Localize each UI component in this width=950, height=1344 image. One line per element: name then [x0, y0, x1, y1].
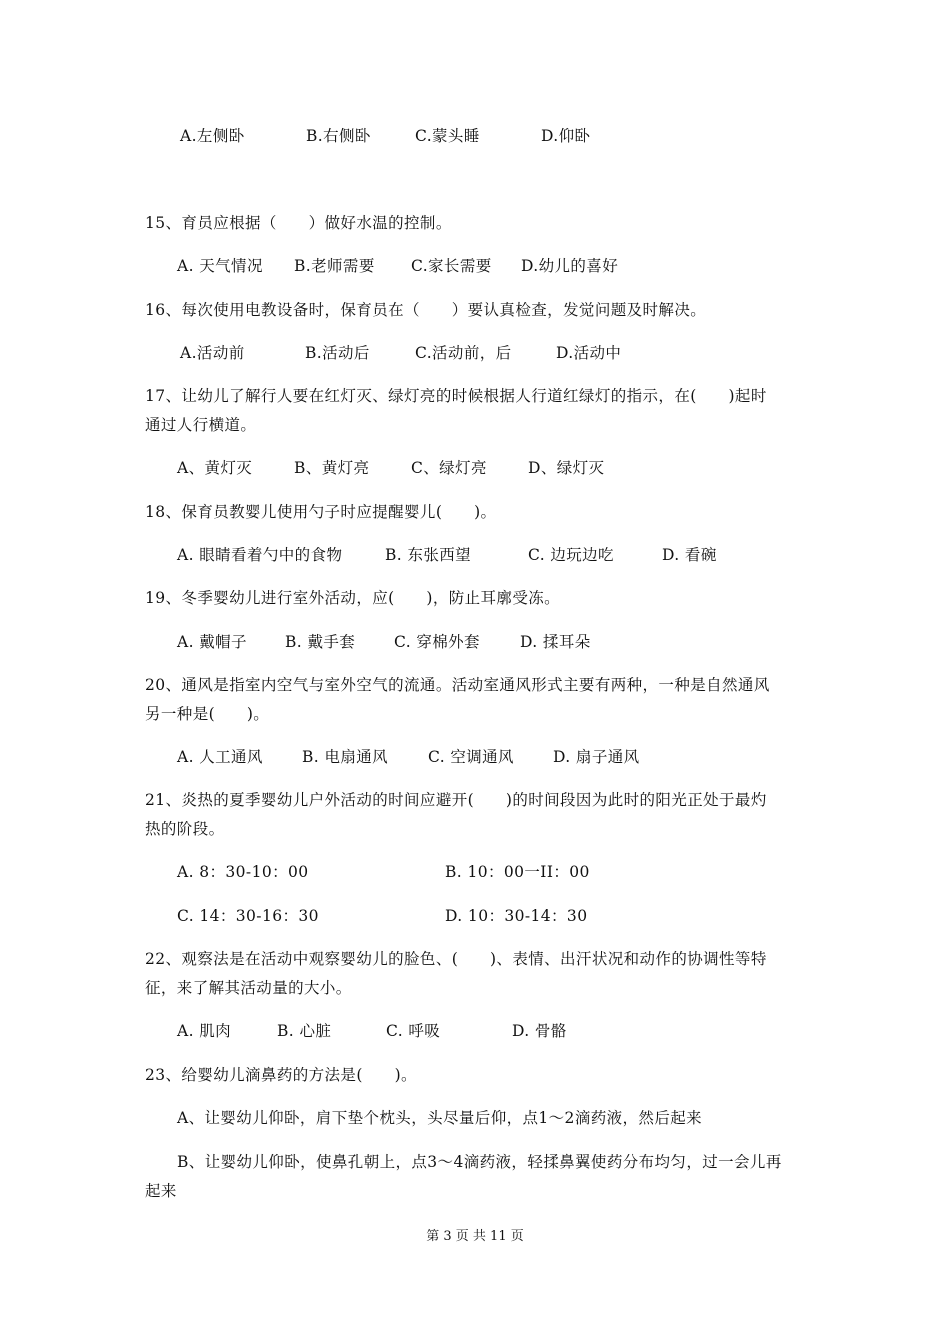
q23-option-b-line1: B、让婴幼儿仰卧，使鼻孔朝上，点3～4滴药液，轻揉鼻翼使药分布均匀，过一会儿再 — [177, 1153, 782, 1171]
q14-option-c: C.蒙头睡 — [415, 127, 480, 145]
q17-options — [0, 458, 950, 478]
q21-option-d: D. 10：30-14：30 — [445, 907, 588, 925]
q23-option-b-line2: 起来 — [145, 1182, 177, 1200]
q17-option-c: C、绿灯亮 — [411, 459, 487, 477]
q21-options-row2 — [0, 906, 950, 926]
q16-text: 16、每次使用电教设备时，保育员在（ ）要认真检查，发觉问题及时解决。 — [145, 301, 707, 319]
q17-option-d: D、绿灯灭 — [528, 459, 605, 477]
q20-option-d: D. 扇子通风 — [553, 748, 640, 766]
q20-option-a: A. 人工通风 — [177, 748, 263, 766]
q22-options — [0, 1021, 950, 1041]
q21-option-b: B. 10：00一II：00 — [445, 863, 590, 881]
q17-text-line2: 通过人行横道。 — [145, 416, 257, 434]
q22-option-a: A. 肌肉 — [177, 1022, 232, 1040]
q15-option-b: B.老师需要 — [294, 257, 375, 275]
q15-option-a: A. 天气情况 — [177, 257, 263, 275]
page-number-footer: 第 3 页 共 11 页 — [426, 1229, 524, 1244]
q19-option-b: B. 戴手套 — [285, 633, 356, 651]
q15-option-d: D.幼儿的喜好 — [521, 257, 619, 275]
q22-text-line2: 征，来了解其活动量的大小。 — [145, 979, 352, 997]
q17-text-line1: 17、让幼儿了解行人要在红灯灭、绿灯亮的时候根据人行道红绿灯的指示，在( )起时 — [145, 387, 767, 405]
q21-option-a: A. 8：30-10：00 — [177, 863, 309, 881]
q17-option-b: B、黄灯亮 — [294, 459, 370, 477]
q20-text-line2: 另一种是( )。 — [145, 705, 270, 723]
q15-option-c: C.家长需要 — [411, 257, 492, 275]
q14-option-d: D.仰卧 — [541, 127, 591, 145]
q16-option-a: A.活动前 — [180, 344, 245, 362]
q16-option-b: B.活动后 — [305, 344, 370, 362]
q20-option-c: C. 空调通风 — [428, 748, 514, 766]
q22-option-c: C. 呼吸 — [386, 1022, 441, 1040]
q22-text-line1: 22、观察法是在活动中观察婴幼儿的脸色、( )、表情、出汗状况和动作的协调性等特 — [145, 950, 767, 968]
q18-option-b: B. 东张西望 — [385, 546, 472, 564]
q15-options — [0, 256, 950, 276]
q15-text: 15、育员应根据（ ）做好水温的控制。 — [145, 214, 452, 232]
q21-text-line2: 热的阶段。 — [145, 820, 225, 838]
q18-option-a: A. 眼睛看着勺中的食物 — [177, 546, 343, 564]
q14-option-b: B.右侧卧 — [306, 127, 371, 145]
q19-text: 19、冬季婴幼儿进行室外活动，应( )，防止耳廓受冻。 — [145, 589, 561, 607]
q14-options — [0, 126, 950, 146]
q18-option-c: C. 边玩边吃 — [528, 546, 614, 564]
q19-option-a: A. 戴帽子 — [177, 633, 247, 651]
q22-option-b: B. 心脏 — [277, 1022, 332, 1040]
q19-options — [0, 632, 950, 652]
q20-text-line1: 20、通风是指室内空气与室外空气的流通。活动室通风形式主要有两种，一种是自然通风 — [145, 676, 770, 694]
q23-text: 23、给婴幼儿滴鼻药的方法是( )。 — [145, 1066, 417, 1084]
q17-option-a: A、黄灯灭 — [177, 459, 253, 477]
q23-option-a: A、让婴幼儿仰卧，肩下垫个枕头，头尽量后仰，点1～2滴药液，然后起来 — [177, 1109, 703, 1127]
q19-option-c: C. 穿棉外套 — [394, 633, 480, 651]
q14-option-a: A.左侧卧 — [180, 127, 245, 145]
q18-text: 18、保育员教婴儿使用勺子时应提醒婴儿( )。 — [145, 503, 497, 521]
q16-option-c: C.活动前，后 — [415, 344, 512, 362]
q20-option-b: B. 电扇通风 — [302, 748, 389, 766]
q21-text-line1: 21、炎热的夏季婴幼儿户外活动的时间应避开( )的时间段因为此时的阳光正处于最灼 — [145, 791, 767, 809]
q16-option-d: D.活动中 — [556, 344, 622, 362]
q19-option-d: D. 揉耳朵 — [520, 633, 591, 651]
q18-option-d: D. 看碗 — [662, 546, 717, 564]
q22-option-d: D. 骨骼 — [512, 1022, 567, 1040]
q21-option-c: C. 14：30-16：30 — [177, 907, 319, 925]
q16-options — [0, 343, 950, 363]
q20-options — [0, 747, 950, 767]
q21-options-row1 — [0, 862, 950, 882]
q18-options — [0, 545, 950, 565]
